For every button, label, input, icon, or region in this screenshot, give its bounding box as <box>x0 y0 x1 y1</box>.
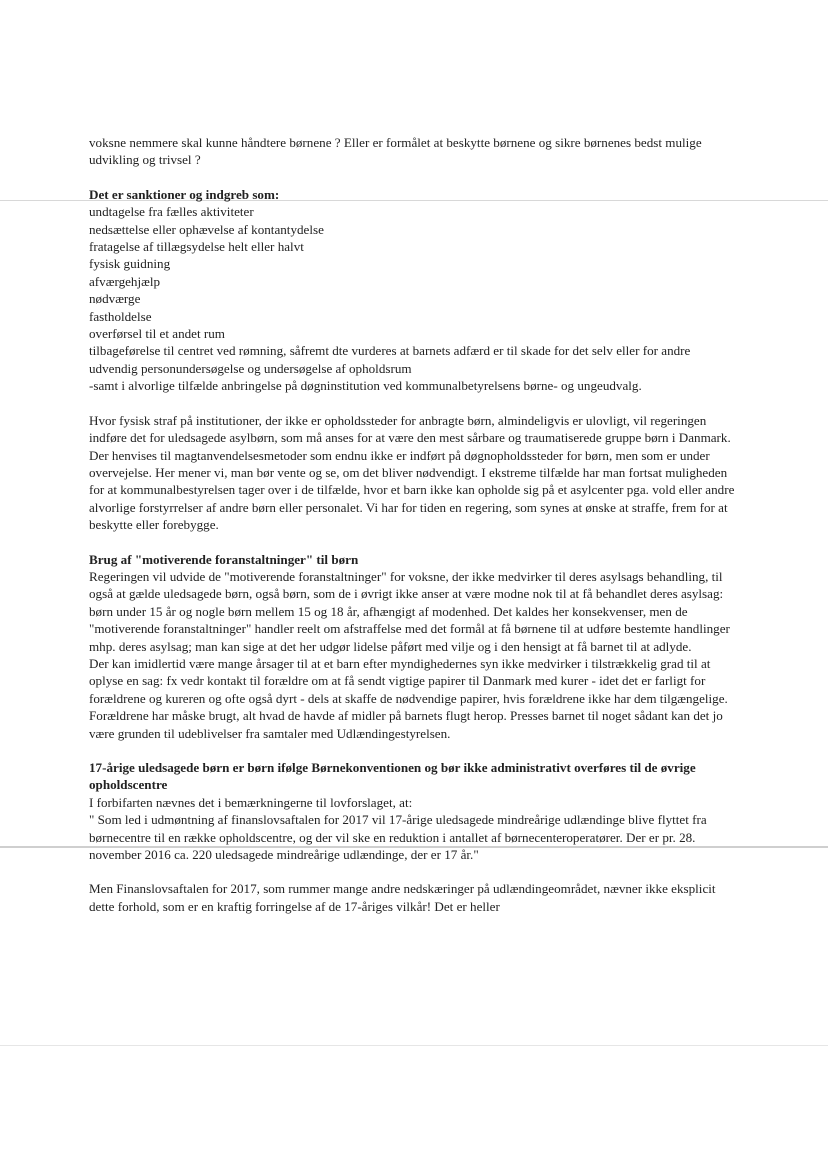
list-item: -samt i alvorlige tilfælde anbringelse på døgninstitution ved kommunalbetyrelsens børne- og ungeudvalg. <box>89 378 642 394</box>
list-item: nødværge <box>89 291 141 307</box>
seventeen-heading: 17-årige uledsagede børn er børn ifølge Børnekonventionen og bør ikke administrativt overføres til de øvrige opholdscentre <box>89 760 696 793</box>
motivating-paragraph: Regeringen vil udvide de "motiverende foranstaltninger" for voksne, der ikke medvirker til deres asylsags behandling, til også at gælde uledsagede børn, også børn, som de i øvrigt ikke anser at være modne nok til at få behandlet deres asylsag: børn under 15 år og nogle børn mellem 15 og 18 år, afhængigt af modenhed. Det kaldes her konsekvenser, men de "motiverende foranstaltninger" handler reelt om afstraffelse med det formål at få børnene til at udføre bestemte handlinger mhp. deres asylsag; man kan sige at det her udgør lidelse påført med vilje og i den hensigt at få barnet til at adlyde. <box>89 568 730 654</box>
intro-paragraph: voksne nemmere skal kunne håndtere børnene ? Eller er formålet at beskytte børnene og sikre børnenes bedst mulige udvikling og trivsel ? <box>89 135 702 168</box>
seventeen-paragraph: Men Finanslovsaftalen for 2017, som rummer mange andre nedskæringer på udlændingeområdet, nævner ikke eksplicit dette forhold, som er en kraftig forringelse af de 17-åriges vilkår! Det er heller <box>89 881 716 914</box>
motivating-heading: Brug af "motiverende foranstaltninger" til børn <box>89 551 359 567</box>
sanctions-list <box>89 203 739 394</box>
motivating-paragraph-2: Der kan imidlertid være mange årsager til at et barn efter myndighedernes syn ikke medvirker i tilstrækkelig grad til at oplyse en sag: fx vedr kontakt til forældre om at få sendt vigtige papirer til Danmark med kurer - idet det er farligt for forældrene og kureren og ofte også dyrt - dels at skaffe de nødvendige papirer, hvis forældrene ikke har dem tilgængelige. Forældrene har måske brugt, alt hvad de havde af midler på barnets flugt herop. Presses barnet til noget sådant kan det jo være grunden til udeblivelser fra samtaler med Udlændingestyrelsen. <box>89 655 728 741</box>
sanctions-heading: Det er sanktioner og indgreb som: <box>89 186 280 202</box>
list-item: nedsættelse eller ophævelse af kontantydelse <box>89 221 324 237</box>
list-item: overførsel til et andet rum <box>89 326 225 342</box>
list-item: afværgehjælp <box>89 273 161 289</box>
list-item: fysisk guidning <box>89 256 171 272</box>
list-item: fastholdelse <box>89 308 152 324</box>
list-item: fratagelse af tillægsydelse helt eller halvt <box>89 239 304 255</box>
document-body <box>89 134 739 915</box>
list-item: udvendig personundersøgelse og undersøgelse af opholdsrum <box>89 360 412 376</box>
punishment-paragraph: Hvor fysisk straf på institutioner, der ikke er opholdssteder for anbragte børn, almindeligvis er ulovligt, vil regeringen indføre det for uledsagede asylbørn, som må anses for at være den mest sårbare og traumatiserede gruppe børn i Danmark. Der henvises til magtanvendelsesmetoder som endnu ikke er indført på døgnopholdssteder for børn, men som er under overvejelse. Her mener vi, man bør vente og se, om det bliver nødvendigt. I ekstreme tilfælde har man fortsat muligheden for at kommunalbestyrelsen tager over i de tilfælde, hvor et barn ikke kan opholde sig på et asylcenter pga. vold eller andre alvorlige forstyrrelser af andre børn eller personalet. Vi har for tiden en regering, som synes at ønske at straffe, frem for at beskytte eller forebygge. <box>89 412 735 533</box>
seventeen-intro: I forbifarten nævnes det i bemærkningerne til lovforslaget, at: <box>89 794 413 810</box>
list-item: undtagelse fra fælles aktiviteter <box>89 204 254 220</box>
scan-line <box>0 1045 828 1046</box>
list-item: tilbageførelse til centret ved rømning, såfremt dte vurderes at barnets adfærd er til skade for det selv eller for andre <box>89 343 691 359</box>
seventeen-quote: " Som led i udmøntning af finanslovsaftalen for 2017 vil 17-årige uledsagede mindreårige udlændinge blive flyttet fra børnecentre til en række opholdscentre, og der vil ske en reduktion i antallet af børnecenteroperatører. Der er pr. 28. november 2016 ca. 220 uledsagede mindreårige udlændinge, der er 17 år." <box>89 812 707 863</box>
